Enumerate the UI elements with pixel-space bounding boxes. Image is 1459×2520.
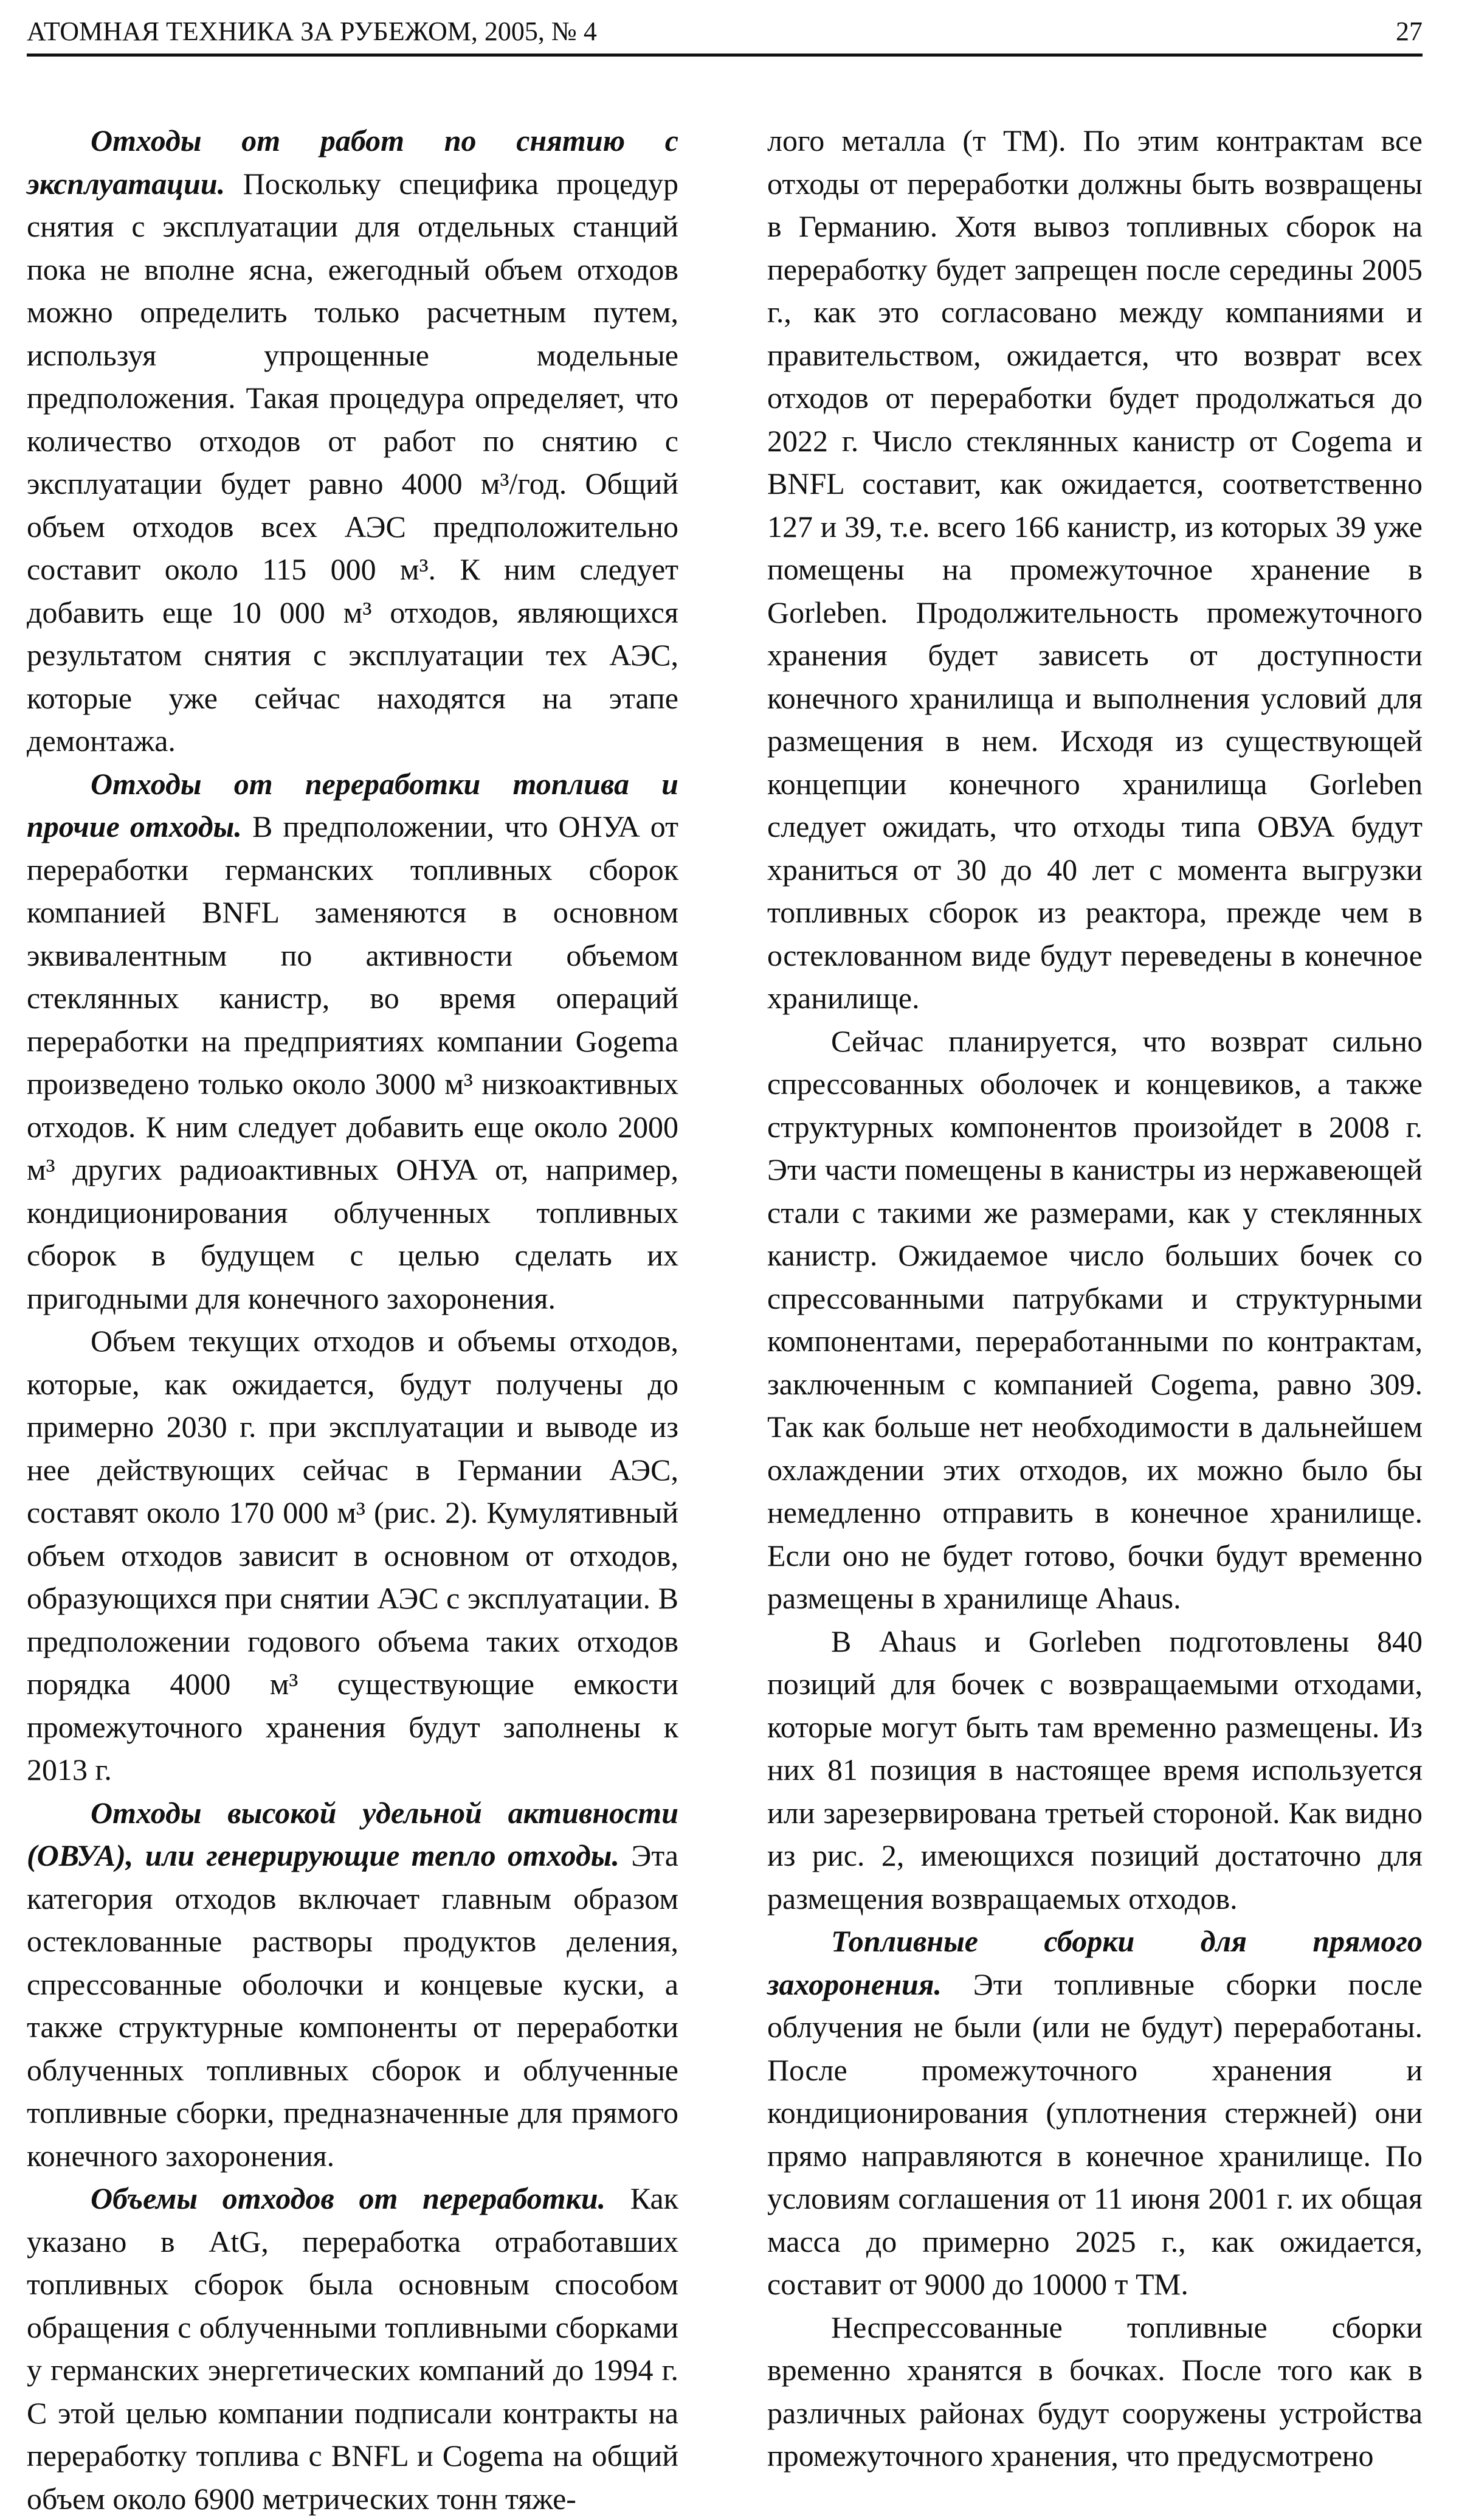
paragraph-heading: Отходы от работ по снятию с эксплуатации. (27, 123, 678, 201)
header-rule (27, 54, 1423, 57)
paragraph (27, 2177, 678, 2520)
paragraph (27, 1320, 678, 1791)
left-column (27, 119, 678, 2520)
paragraph-text: В предположении, что ОНУА от переработки германских топливных сборок компанией BNFL заменяются в основном эквивалентным по активности объемом стеклянных канистр, во время операций переработки на предприятиях компании Gogema произведено только около 3000 м³ низкоактивных отходов. К ним следует добавить еще около 2000 м³ других радиоактивных ОНУА от, например, кондиционирования облученных топливных сборок в будущем с целью сделать их пригодными для конечного захоронения. (27, 809, 679, 1315)
journal-title: АТОМНАЯ ТЕХНИКА ЗА РУБЕЖОМ, 2005, № 4 (27, 16, 597, 46)
paragraph (767, 1020, 1423, 1620)
paragraph-text: Эта категория отходов включает главным образом остеклованные растворы продуктов деления, спрессованные оболочки и концевые куски, а также структурные компоненты от переработки облученных топливных сборок и облученные топливные сборки, предназначенные для прямого конечного захоронения. (27, 1838, 678, 2173)
paragraph-text: Неспрессованные топливные сборки временно хранятся в бочках. После того как в различных районах будут сооружены устройства промежуточного хранения, что предусмотрено (767, 2310, 1423, 2473)
paragraph (27, 763, 678, 1320)
paragraph-text: В Ahaus и Gorleben подготовлены 840 позиций для бочек с возвращаемыми отходами, которые могут быть там временно размещены. Из них 81 позиция в настоящее время используется или зарезервирована третьей стороной. Как видно из рис. 2, имеющихся позиций достаточно для размещения возвращаемых отходов. (767, 1624, 1423, 1916)
paragraph-text: лого металла (т ТМ). По этим контрактам все отходы от переработки должны быть возвращены в Германию. Хотя вывоз топливных сборок на переработку будет запрещен после середины 2005 г., как это согласовано между компаниями и правительством, ожидается, что возврат всех отходов от переработки будет продолжаться до 2022 г. Число стеклянных канистр от Cogema и BNFL составит, как ожидается, соответственно 127 и 39, т.е. всего 166 канистр, из которых 39 уже помещены на промежуточное хранение в Gorleben. Продолжительность промежуточного хранения будет зависеть от доступности конечного хранилища и выполнения условий для размещения в нем. Исходя из существующей концепции конечного хранилища Gorleben следует ожидать, что отходы типа ОВУА будут храниться от 30 до 40 лет с момента выгрузки топливных сборок из реактора, прежде чем в остеклованном виде будут переведены в конечное хранилище. (767, 123, 1423, 1015)
paragraph-text: Сейчас планируется, что возврат сильно спрессованных оболочек и концевиков, а также структурных компонентов произойдет в 2008 г. Эти части помещены в канистры из нержавеющей стали с такими же размерами, как у стеклянных канистр. Ожидаемое число больших бочек со спрессованными патрубками и структурными компонентами, переработанными по контрактам, заключенным с компанией Cogema, равно 309. Так как больше нет необходимости в дальнейшем охлаждении этих отходов, их можно было бы немедленно отправить в конечное хранилище. Если оно не будет готово, бочки будут временно размещены в хранилище Ahaus. (767, 1023, 1423, 1615)
paragraph (27, 119, 678, 763)
page-number: 27 (1396, 16, 1423, 46)
paragraph (27, 1791, 678, 2178)
paragraph-heading: Топливные сборки для прямого захоронения. (767, 1924, 1423, 2001)
paragraph-text: Поскольку специфика процедур снятия с эксплуатации для отдельных станций пока не вполне ясна, ежегодный объем отходов можно определить только расчетным путем, используя упрощенные модельные предположения. Такая процедура определяет, что количество отходов от работ по снятию с эксплуатации будет равно 4000 м³/год. Общий объем отходов всех АЭС предположительно составит около 115 000 м³. К ним следует добавить еще 10 000 м³ отходов, являющихся результатом снятия с эксплуатации тех АЭС, которые уже сейчас находятся на этапе демонтажа. (27, 166, 678, 758)
paragraph-text: Как указано в AtG, переработка отработавших топливных сборок была основным способом обращения с облученными топливными сборками у германских энергетических компаний до 1994 г. С этой целью компании подписали контракты на переработку топлива с BNFL и Cogema на общий объем около 6900 метрических тонн тяже- (27, 2181, 678, 2516)
paragraph-continuation (767, 119, 1423, 1020)
running-header (27, 13, 1423, 50)
paragraph-heading: Отходы высокой удельной активности (ОВУА), или генерирующие тепло отходы. (27, 1795, 678, 1872)
paragraph (767, 1620, 1423, 1920)
paragraph-heading: Объемы отходов от переработки. (91, 2181, 606, 2215)
paragraph-text: Объем текущих отходов и объемы отходов, которые, как ожидается, будут получены до примерно 2030 г. при эксплуатации и выводе из нее действующих сейчас в Германии АЭС, составят около 170 000 м³ (рис. 2). Кумулятивный объем отходов зависит в основном от отходов, образующихся при снятии АЭС с эксплуатации. В предположении годового объема таких отходов порядка 4000 м³ существующие емкости промежуточного хранения будут заполнены к 2013 г. (27, 1324, 678, 1787)
paragraph (767, 2306, 1423, 2477)
paragraph (767, 1920, 1423, 2306)
right-column (767, 119, 1423, 2477)
paragraph-text: Эти топливные сборки после облучения не были (или не будут) переработаны. После промежуточного хранения и кондиционирования (уплотнения стержней) они прямо направляются в конечное хранилище. По условиям соглашения от 11 июня 2001 г. их общая масса до примерно 2025 г., как ожидается, составит от 9000 до 10000 т ТМ. (767, 1967, 1423, 2301)
paragraph-heading: Отходы от переработки топлива и прочие отходы. (27, 766, 678, 843)
